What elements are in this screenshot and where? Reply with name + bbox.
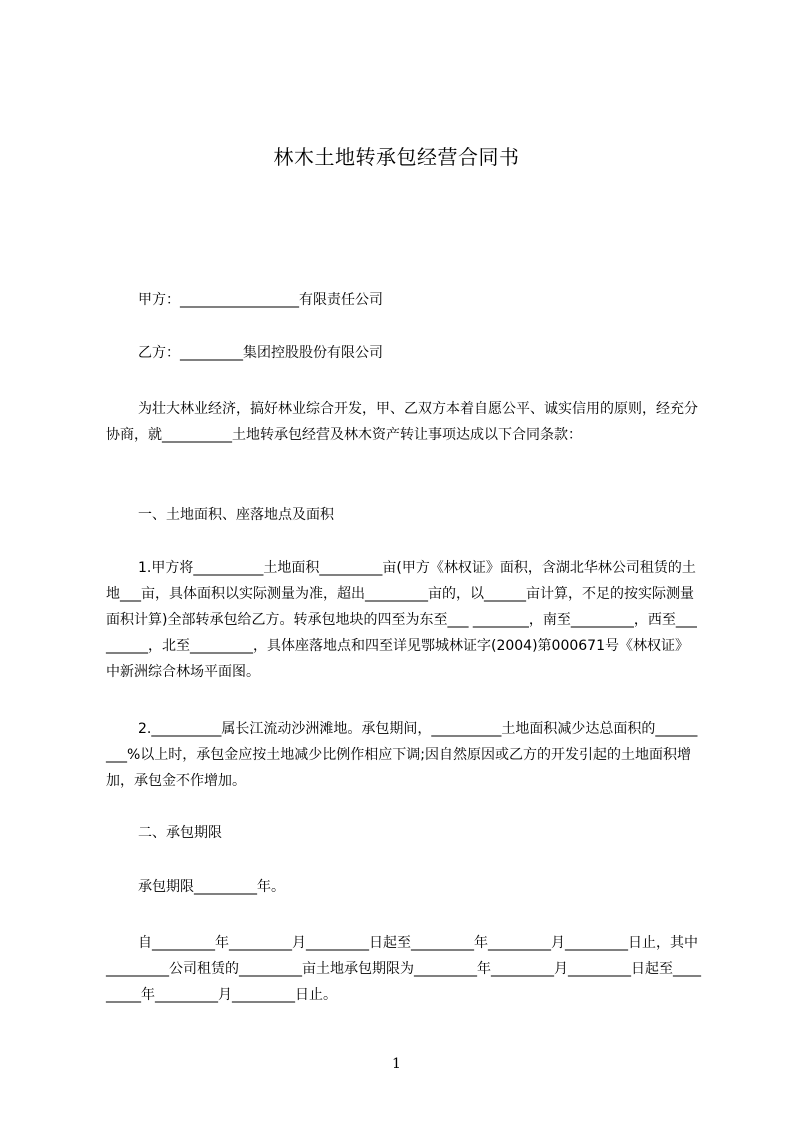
section-2-heading: 二、承包期限 — [138, 825, 222, 841]
preamble-paragraph: 为壮大林业经济，搞好林业综合开发，甲、乙双方本着自愿公平、诚实信用的原则，经充分协商，就__________土地转承包经营及林木资产转让事项达成以下合同条款： — [106, 401, 698, 443]
page-number: 1 — [392, 1056, 401, 1072]
document-title: 林木土地转承包经营合同书 — [273, 145, 520, 169]
period-paragraph: 自_________年_________月_________日起至_________年_________月_________日止，其中_________公司租赁的_________亩土地承包期限为_________年_________月_________日起至_________年_________月_________日止。 — [106, 935, 701, 1003]
clause-1-paragraph: 1.甲方将__________土地面积_________亩(甲方《林权证》面积，含湖北华林公司租赁的土地___亩，具体面积以实际测量为准，超出_________亩的，以______亩计算，不足的按实际测量面积计算)全部转承包给乙方。转承包地块的四至为东至___ ________，南至_________，西至_________，北至_________，具体座落地点和四至详见鄂城林证字(2004)第000671号《林权证》中新洲综合林场平面图。 — [106, 560, 697, 680]
party-b-line: 乙方：_________集团控股股份有限公司 — [138, 345, 383, 361]
term-line: 承包期限_________年。 — [138, 879, 285, 895]
section-1-heading: 一、土地面积、座落地点及面积 — [138, 507, 334, 523]
party-a-line: 甲方：_________________有限责任公司 — [138, 292, 383, 308]
clause-2-paragraph: 2.__________属长江流动沙洲滩地。承包期间，__________土地面积减少达总面积的_________%以上时，承包金应按土地减少比例作相应下调;因自然原因或乙方的开发引起的土地面积增加，承包金不作增加。 — [106, 721, 698, 789]
